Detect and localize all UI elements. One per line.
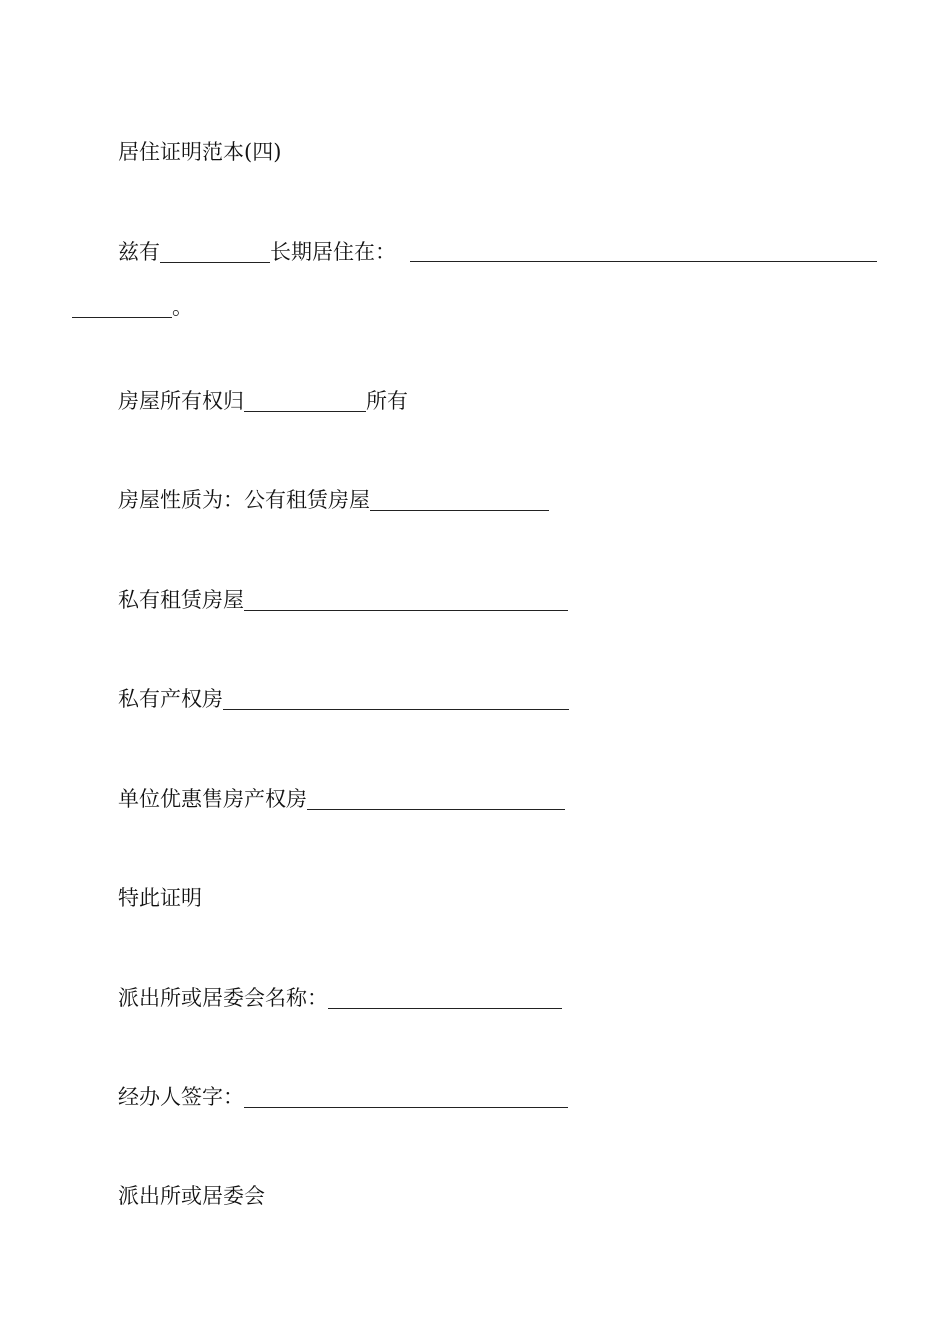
- resident-prefix: 兹有: [118, 240, 160, 264]
- public-rental-blank[interactable]: [370, 490, 549, 511]
- office-name-blank[interactable]: [328, 988, 562, 1009]
- address-continuation: [72, 293, 193, 321]
- handler-label: 经办人签字：: [118, 1085, 244, 1109]
- resident-end: 。: [172, 295, 193, 319]
- document-title: [118, 138, 281, 166]
- handler-line: [118, 1083, 568, 1111]
- nature-label: 房屋性质为：公有租赁房屋: [118, 488, 370, 512]
- ownership-prefix: 房屋所有权归: [118, 389, 244, 413]
- certify-line: [118, 884, 202, 912]
- title-text: 居住证明范本(四): [118, 140, 282, 164]
- signature-office-text: 派出所或居委会: [118, 1184, 265, 1208]
- unit-discount-label: 单位优惠售房产权房: [118, 787, 307, 811]
- office-name-line: [118, 984, 562, 1012]
- private-property-blank[interactable]: [223, 689, 569, 710]
- private-rental-label: 私有租赁房屋: [118, 588, 244, 612]
- nature-line: [118, 486, 549, 514]
- resident-name-blank[interactable]: [160, 242, 270, 263]
- signature-office-line: [118, 1182, 265, 1210]
- private-property-line: [118, 685, 569, 713]
- owner-blank[interactable]: [244, 391, 366, 412]
- resident-line: [118, 238, 396, 266]
- unit-discount-blank[interactable]: [307, 789, 565, 810]
- private-property-label: 私有产权房: [118, 687, 223, 711]
- office-name-label: 派出所或居委会名称：: [118, 986, 328, 1010]
- private-rental-blank[interactable]: [244, 590, 568, 611]
- private-rental-line: [118, 586, 568, 614]
- ownership-line: [118, 387, 408, 415]
- ownership-suffix: 所有: [366, 389, 408, 413]
- handler-signature-blank[interactable]: [244, 1087, 568, 1108]
- address-blank-continued[interactable]: [72, 297, 172, 318]
- resident-middle: 长期居住在：: [270, 240, 396, 264]
- certify-text: 特此证明: [118, 886, 202, 910]
- address-blank[interactable]: [410, 260, 877, 262]
- unit-discount-line: [118, 785, 565, 813]
